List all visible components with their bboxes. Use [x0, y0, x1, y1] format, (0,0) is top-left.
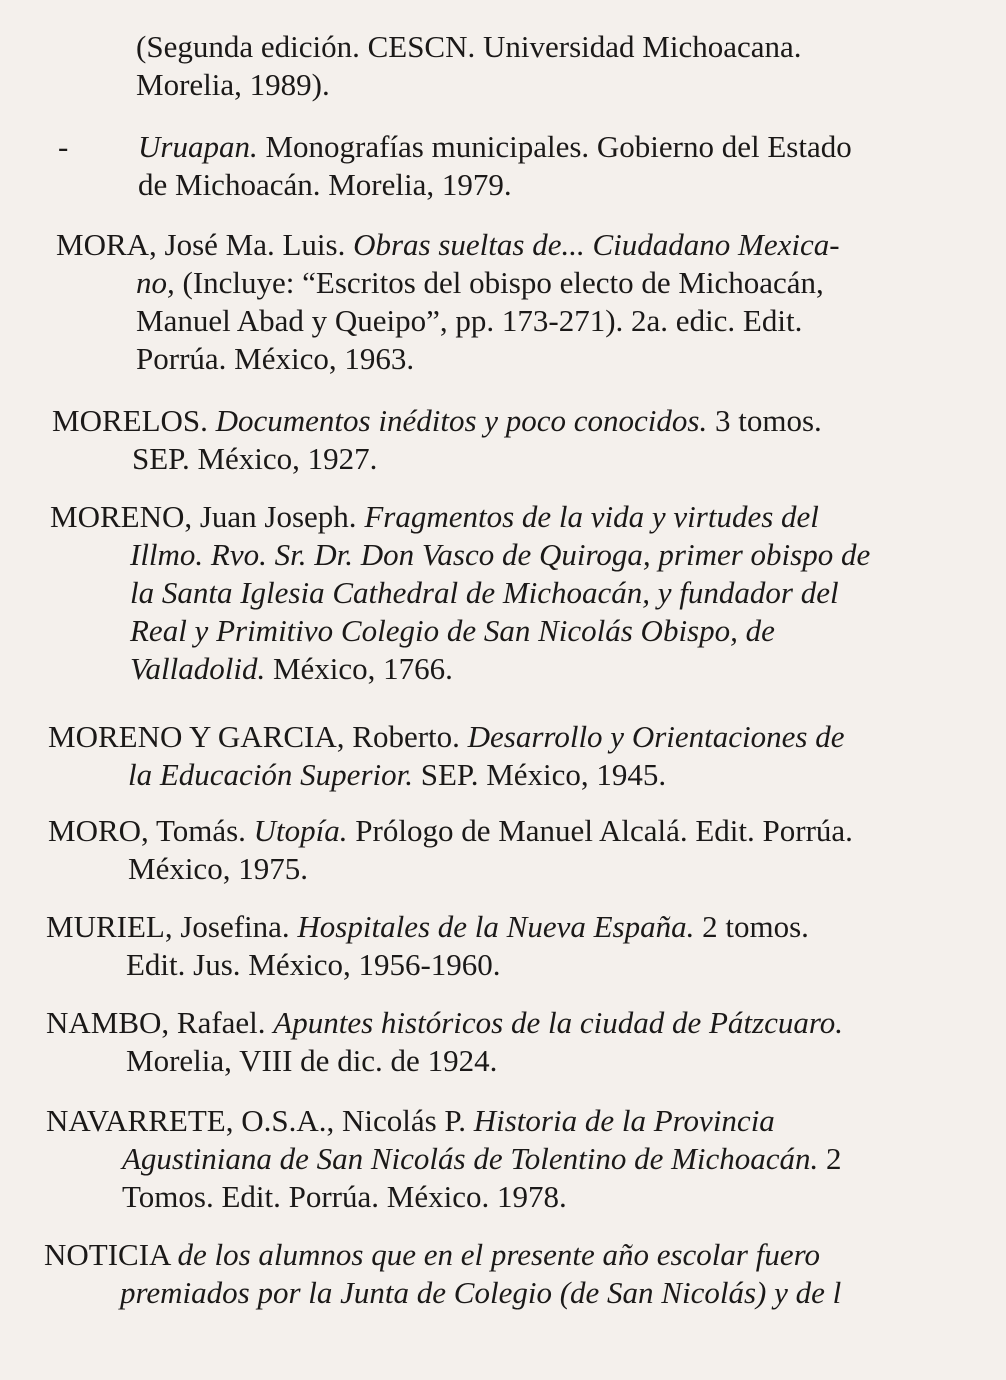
text-line — [48, 756, 954, 794]
text-fragment: SEP. México, 1945. — [413, 757, 667, 792]
text-line — [48, 812, 954, 850]
bib-entry-moreno-garcia — [48, 718, 954, 794]
text-line — [50, 612, 956, 650]
author-name: MORENO Y GARCIA, Roberto. — [48, 719, 468, 754]
bib-entry-muriel — [46, 908, 952, 984]
work-title: Real y Primitivo Colegio de San Nicolás Obispo, de — [130, 613, 775, 648]
bib-entry-nambo — [46, 1004, 952, 1080]
text-line: Edit. Jus. México, 1956-1960. — [126, 947, 501, 982]
text-line — [44, 1236, 934, 1274]
text-line — [50, 574, 956, 612]
text-line — [46, 1102, 952, 1140]
work-title: Fragmentos de la vida y virtudes del — [364, 499, 819, 534]
text-line: Tomos. Edit. Porrúa. México. 1978. — [122, 1179, 567, 1214]
text-line — [50, 498, 956, 536]
author-name: NAVARRETE, O.S.A., Nicolás P. — [46, 1103, 474, 1138]
text-line — [46, 1004, 952, 1042]
text-line — [50, 536, 956, 574]
text-fragment: (Incluye: “Escritos del obispo electo de Michoacán, — [174, 265, 824, 300]
bib-entry-morelos — [52, 402, 958, 478]
text-line — [48, 718, 954, 756]
bib-entry-mora — [56, 226, 962, 378]
bib-entry-uruapan — [58, 128, 962, 204]
text-fragment: 2 tomos. — [694, 909, 809, 944]
text-line — [44, 1274, 934, 1312]
work-title: Apuntes históricos de la ciudad de Pátzcuaro. — [273, 1005, 843, 1040]
text-line: Manuel Abad y Queipo”, pp. 173-271). 2a. edic. Edit. — [136, 303, 803, 338]
work-title: Valladolid. — [130, 651, 266, 686]
text-line — [46, 908, 952, 946]
work-title: Uruapan. — [138, 129, 258, 164]
work-title: Obras sueltas de... Ciudadano Mexica- — [353, 227, 840, 262]
text-line — [50, 650, 956, 688]
text-line — [56, 264, 962, 302]
author-name: MORA, José Ma. Luis. — [56, 227, 354, 262]
bib-entry-moro — [48, 812, 954, 888]
text-line: (Segunda edición. CESCN. Universidad Michoacana. — [136, 29, 802, 64]
list-dash: - — [58, 129, 69, 164]
work-title: Documentos inéditos y poco conocidos. — [215, 403, 708, 438]
text-line: Morelia, VIII de dic. de 1924. — [126, 1043, 498, 1078]
text-line — [56, 226, 962, 264]
bib-entry-noticia — [44, 1236, 934, 1312]
author-name: MURIEL, Josefina. — [46, 909, 298, 944]
author-name: MORO, Tomás. — [48, 813, 254, 848]
text-line — [52, 402, 958, 440]
text-line: de Michoacán. Morelia, 1979. — [138, 167, 512, 202]
work-title: Hospitales de la Nueva España. — [297, 909, 695, 944]
text-line — [46, 1140, 952, 1178]
work-title: la Educación Superior. — [128, 757, 413, 792]
author-name: MORELOS. — [52, 403, 216, 438]
bib-entry-moreno — [50, 498, 956, 688]
work-title: Historia de la Provincia — [473, 1103, 775, 1138]
work-title: no, — [136, 265, 175, 300]
bib-entry-continuation — [136, 28, 962, 104]
text-line — [58, 128, 962, 166]
text-fragment: México, 1766. — [265, 651, 453, 686]
work-title: Desarrollo y Orientaciones de — [467, 719, 845, 754]
text-fragment: Prólogo de Manuel Alcalá. Edit. Porrúa. — [347, 813, 853, 848]
work-title: Utopía. — [253, 813, 348, 848]
text-line: Porrúa. México, 1963. — [136, 341, 415, 376]
text-fragment: 2 — [818, 1141, 842, 1176]
work-title: la Santa Iglesia Cathedral de Michoacán, y fundador del — [130, 575, 839, 610]
bib-entry-navarrete — [46, 1102, 952, 1216]
text-line: México, 1975. — [128, 851, 308, 886]
text-line: SEP. México, 1927. — [132, 441, 378, 476]
author-name: NAMBO, Rafael. — [46, 1005, 274, 1040]
text-line: Morelia, 1989). — [136, 67, 330, 102]
work-title: Agustiniana de San Nicolás de Tolentino de Michoacán. — [122, 1141, 819, 1176]
author-name: NOTICIA — [44, 1237, 178, 1272]
work-title: Illmo. Rvo. Sr. Dr. Don Vasco de Quiroga, primer obispo de — [130, 537, 871, 572]
work-title: premiados por la Junta de Colegio (de San Nicolás) y de l — [120, 1275, 842, 1310]
author-name: MORENO, Juan Joseph. — [50, 499, 365, 534]
text-fragment: 3 tomos. — [707, 403, 822, 438]
text-fragment: Monografías municipales. Gobierno del Estado — [257, 129, 852, 164]
work-title: de los alumnos que en el presente año escolar fuero — [177, 1237, 821, 1272]
